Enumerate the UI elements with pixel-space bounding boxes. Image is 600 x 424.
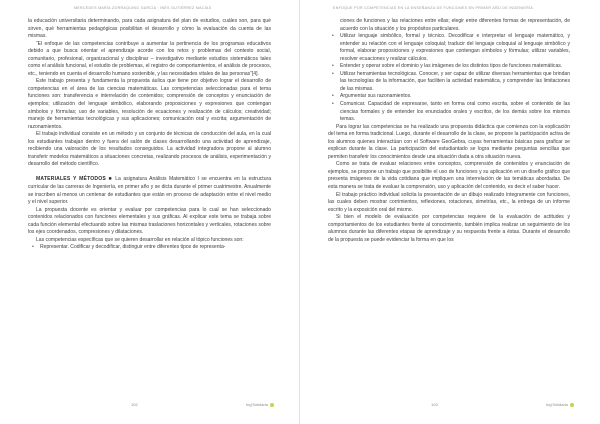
brand-logo-icon	[270, 403, 274, 407]
brand-name: Ing'Solidaria	[246, 402, 268, 407]
page-number: 103	[431, 402, 438, 407]
bullet-icon: •	[332, 63, 334, 70]
paragraph: La asignatura Análisis Matemático I se encuentra en la estructura curricular de las carreras de Ingeniería, en primer año y se dicta durante el primer cuatrimestre. Anualmente se inscriben al menos un centenar de estudiantes que están en proceso de adaptación entre el nivel medio y el nivel superior.	[28, 176, 272, 206]
paragraph: La propuesta docente es orientar y evaluar por competencias para lo cual se han seleccionado contenidos relacionados con funciones elementales y sus gráficas. Al explicar este tema se trabaja sobre cada función elemental efectuando sobre las mismas traslaciones horizontales y verticales, rotaciones sobre los ejes coordenados, compresiones y dilataciones.	[28, 206, 271, 236]
paragraph: Este trabajo presenta y fundamenta la propuesta áulica que tiene por objetivo lograr el desarrollo de competencias en el área de las ciencias matemáticas. Las competencias seleccionadas para el tema funciones son: transferencia e interrelación de contenidos; comprensión de conceptos y enunciación de ejemplos; utilización del lenguaje simbólico, elaborando proposiciones y expresiones que contengan símbolos y fórmulas; uso de variables, resolución de ecuaciones y realización de cálculos; creatividad; manejo de herramientas tecnológicas y sus aplicaciones; comunicación oral y escrita; argumentación de razonamientos.	[28, 78, 271, 130]
page-number: 102	[131, 402, 138, 407]
paragraph: Como se trata de evaluar relaciones entre conceptos, comprensión de contenidos y enunciación de ejemplos, se propone un trabajo que posibilite el uso de funciones y su aplicación en un diseño gráfico que presenta imágenes de la vida cotidiana que impliquen una interrelación de las temáticas abordadas. De esta manera se trata de evaluar la comprensión, uso y aplicación del contenido, es decir el saber hacer.	[328, 161, 570, 191]
bullet-icon: •	[332, 101, 334, 108]
left-page-body	[28, 18, 271, 252]
list-item-text: Argumentar sus razonamientos.	[340, 93, 412, 100]
list-item	[328, 93, 570, 101]
running-head-right: ENFOQUE POR COMPETENCIAS EN LA ENSEÑANZA DE FUNCIONES EN PRIMER AÑO DE INGENIERÍA	[333, 6, 534, 10]
list-item-continuation	[328, 18, 570, 33]
brand-name: Ing'Solidaria	[546, 402, 568, 407]
list-item	[328, 101, 570, 124]
list-item	[328, 63, 570, 71]
bullet-icon: •	[332, 93, 334, 100]
right-page	[300, 0, 600, 424]
bullet-icon: •	[332, 33, 334, 40]
footer-brand	[546, 402, 574, 407]
right-page-body	[328, 18, 570, 244]
list-item	[28, 244, 271, 252]
footer-brand	[246, 402, 274, 407]
bullet-list	[28, 244, 271, 252]
quote-paragraph: “El enfoque de las competencias contribuye a aumentar la pertinencia de los programas educativos debido a que busca orientar el aprendizaje acorde con los retos y problemas del contexto social, comunitario, profesional, organizacional y disciplinar – investigativo mediante estudios sistemáticos tales como el análisis funcional, el estudio de problemas, el registro de comportamientos, el análisis de procesos, etc., teniendo en cuenta el desarrollo humano sostenible, y las necesidades vitales de las personas”[4].	[28, 40, 271, 77]
paragraph: Si bien el modelo de evaluación por competencias requiere de la evaluación de actitudes y comportamientos de los estudiantes frente al conocimiento, también implica realizar un seguimiento de los alumnos durante las diferentes etapas de aprendizaje y su respuesta frente a éstas. Durante el desarrollo de la propuesta se puede evidenciar la forma en que los	[328, 214, 570, 243]
section-title: MATERIALES Y MÉTODOS	[36, 176, 106, 183]
list-item-text: Representar. Codificar y decodificar, distinguir entre diferentes tipos de representa-	[40, 244, 226, 251]
list-item	[328, 71, 570, 94]
list-item-text: Utilizar lenguaje simbólico, formal y técnico. Decodificar e interpretar el lenguaje matemático, y entender su relación con el lenguaje coloquial; traducir del lenguaje coloquial al lenguaje simbólico y formal, elaborar proposiciones y expresiones que contengan símbolos y fórmulas; utilizar variables, resolver ecuaciones y realizar cálculos.	[340, 33, 570, 62]
paragraph: Para lograr las competencias se ha realizado una propuesta didáctica que comienza con la explicación del tema en forma tradicional. Luego, durante el desarrollo de la clase, se propone la participación activa de los alumnos quienes interactúan con el Software GeoGebra, cuyas herramientas básicas para graficar se explican durante la clase. La participación del estudiantado se logra mediante preguntas sencillas que permiten transferir los conocimientos desde una situación dada a otra situación nueva.	[328, 123, 570, 160]
list-item-text: Utilizar herramientas tecnológicas. Conocer, y ser capaz de utilizar diversas herramientas que brindan las tecnologías de la información, que faciliten la actividad matemática, y comprender las limitaciones de las mismas.	[340, 70, 570, 92]
list-item-text: ciones de funciones y las relaciones entre ellas; elegir entre diferentes formas de representación, de acuerdo con la situación y los propósitos particulares.	[340, 18, 570, 32]
bullet-icon: •	[332, 70, 334, 77]
paragraph: El trabajo individual consiste en un método y un conjunto de técnicas de conducción del aula, en la cual los estudiantes trabajan dentro y fuera del salón de clases desarrollando una actividad de aprendizaje, recibiendo una valoración de los resultados conseguidos. La actividad integradora propone al alumno transferir modelos matemáticos a situaciones concretas, realizando procesos de análisis, experimentación y desarrollo del método científico.	[28, 131, 271, 168]
list-item	[328, 33, 570, 63]
list-item-text: Entender y operar sobre el dominio y las imágenes de los distintos tipos de funciones matemáticas.	[340, 63, 563, 70]
section-marker-icon: ■	[108, 176, 113, 183]
bullet-list	[328, 18, 570, 124]
paragraph: Las competencias específicas que se quieren desarrollar en relación al tópico funciones son:	[36, 236, 244, 243]
paragraph: El trabajo práctico individual solicita la presentación de un dibujo realizado íntegramente con funciones, las cuales deben mostrar corrimientos, reflexiones, rotaciones, simetrías, etc., la entrega de un informe escrito y la exposición oral del mismo.	[328, 191, 570, 213]
running-head-left: MERCEDES MARÍA ZORRAQUINO GARCÍA · INÉS GUTIÉRREZ MACÍAS	[74, 6, 212, 10]
list-item-text: Comunicar. Capacidad de expresarse, tanto en forma oral como escrita, sobre el contenido de las ciencias formales y de entender los enunciados orales y escritos, de los demás sobre los mismos temas.	[340, 101, 570, 123]
section-intro	[28, 176, 271, 206]
paragraph: la educación universitaria determinando, para cada asignatura del plan de estudios, cuáles son, para qué sirven, qué herramientas pedagógicas posibilitan el desarrollo y cómo la evaluación da cuenta de las mismas.	[28, 18, 271, 40]
bullet-icon: •	[32, 244, 34, 251]
brand-logo-icon	[570, 403, 574, 407]
